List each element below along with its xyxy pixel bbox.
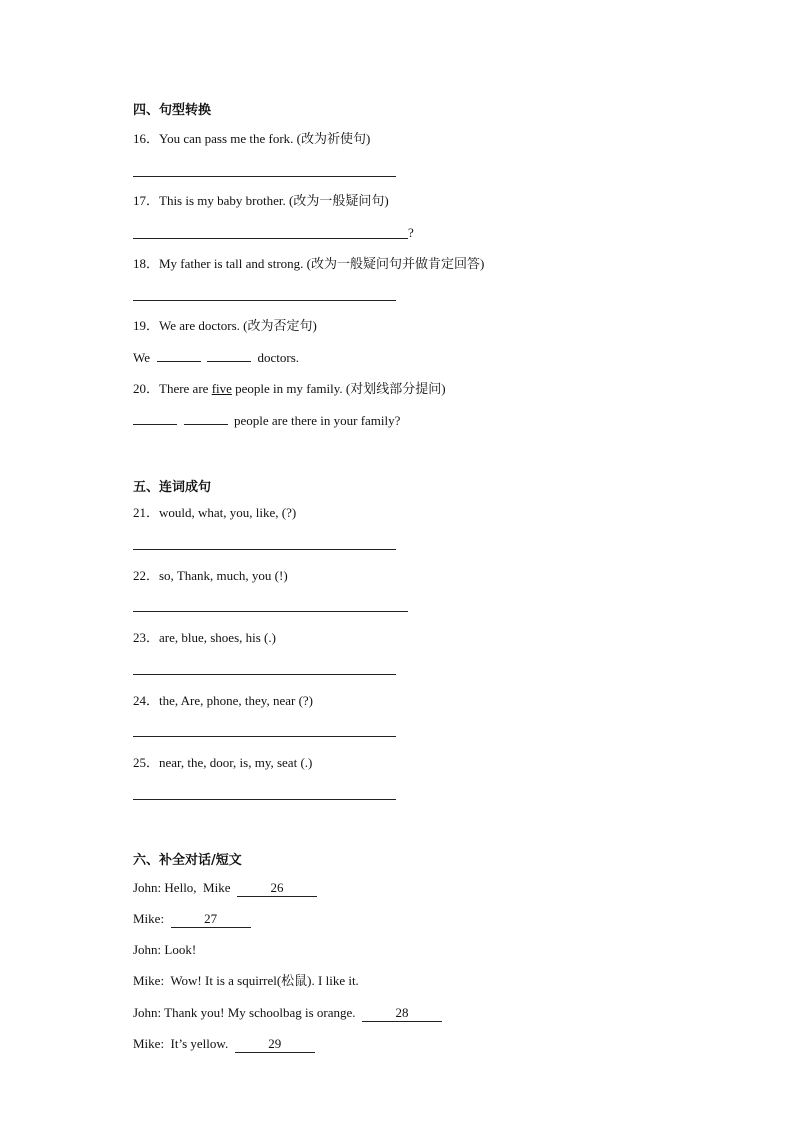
section-heading-5: 五、连词成句 — [133, 480, 212, 495]
answer-line-17[interactable] — [133, 238, 408, 239]
dialogue-line-6 — [133, 1036, 315, 1053]
blank-27[interactable]: 27 — [171, 911, 251, 928]
dialogue-line-6-text: Mike: It’s yellow. — [133, 1036, 235, 1051]
question-21: 21．would, what, you, like, (?) — [133, 505, 297, 520]
section-heading-6: 六、补全对话/短文 — [133, 853, 242, 868]
answer-19 — [133, 349, 299, 366]
question-20-pre: 20．There are — [133, 381, 212, 396]
answer-line-23[interactable] — [133, 674, 396, 675]
question-22: 22．so, Thank, much, you (!) — [133, 568, 288, 583]
blank-26[interactable]: 26 — [237, 880, 317, 897]
answer-line-16[interactable] — [133, 176, 396, 177]
dialogue-line-1-text: John: Hello, Mike — [133, 880, 237, 895]
blank-29[interactable]: 29 — [235, 1036, 315, 1053]
answer-20-end: people are there in your family? — [234, 413, 401, 428]
answer-19-start: We — [133, 350, 150, 365]
section-heading-4: 四、句型转换 — [133, 103, 212, 118]
blank-28[interactable]: 28 — [362, 1005, 442, 1022]
dialogue-line-3: John: Look! — [133, 942, 197, 957]
question-25: 25．near, the, door, is, my, seat (.) — [133, 755, 313, 770]
dialogue-line-1 — [133, 880, 317, 897]
blank-20b[interactable] — [184, 412, 228, 425]
dialogue-line-2 — [133, 911, 251, 928]
dialogue-line-4: Mike: Wow! It is a squirrel(松鼠). I like it. — [133, 973, 359, 988]
answer-line-18[interactable] — [133, 300, 396, 301]
question-17: 17．This is my baby brother. (改为一般疑问句) — [133, 193, 389, 208]
blank-19a[interactable] — [157, 349, 201, 362]
answer-17-question-mark: ? — [408, 225, 414, 240]
blank-19b[interactable] — [207, 349, 251, 362]
answer-line-22[interactable] — [133, 611, 408, 612]
answer-line-25[interactable] — [133, 799, 396, 800]
dialogue-line-5-text: John: Thank you! My schoolbag is orange. — [133, 1005, 363, 1020]
dialogue-line-5 — [133, 1005, 442, 1022]
question-20 — [133, 381, 446, 397]
question-19: 19．We are doctors. (改为否定句) — [133, 318, 317, 333]
answer-20 — [133, 412, 400, 429]
dialogue-line-2-text: Mike: — [133, 911, 171, 926]
answer-line-21[interactable] — [133, 549, 396, 550]
question-16: 16．You can pass me the fork. (改为祈使句) — [133, 131, 371, 146]
blank-20a[interactable] — [133, 412, 177, 425]
answer-19-end: doctors. — [257, 350, 300, 365]
question-23: 23．are, blue, shoes, his (.) — [133, 630, 276, 645]
question-20-underlined-word: five — [211, 381, 232, 396]
answer-line-24[interactable] — [133, 736, 396, 737]
question-18: 18．My father is tall and strong. (改为一般疑问句并做肯定回答) — [133, 256, 485, 271]
question-24: 24．the, Are, phone, they, near (?) — [133, 693, 314, 708]
question-20-post: people in my family. (对划线部分提问) — [231, 381, 446, 396]
